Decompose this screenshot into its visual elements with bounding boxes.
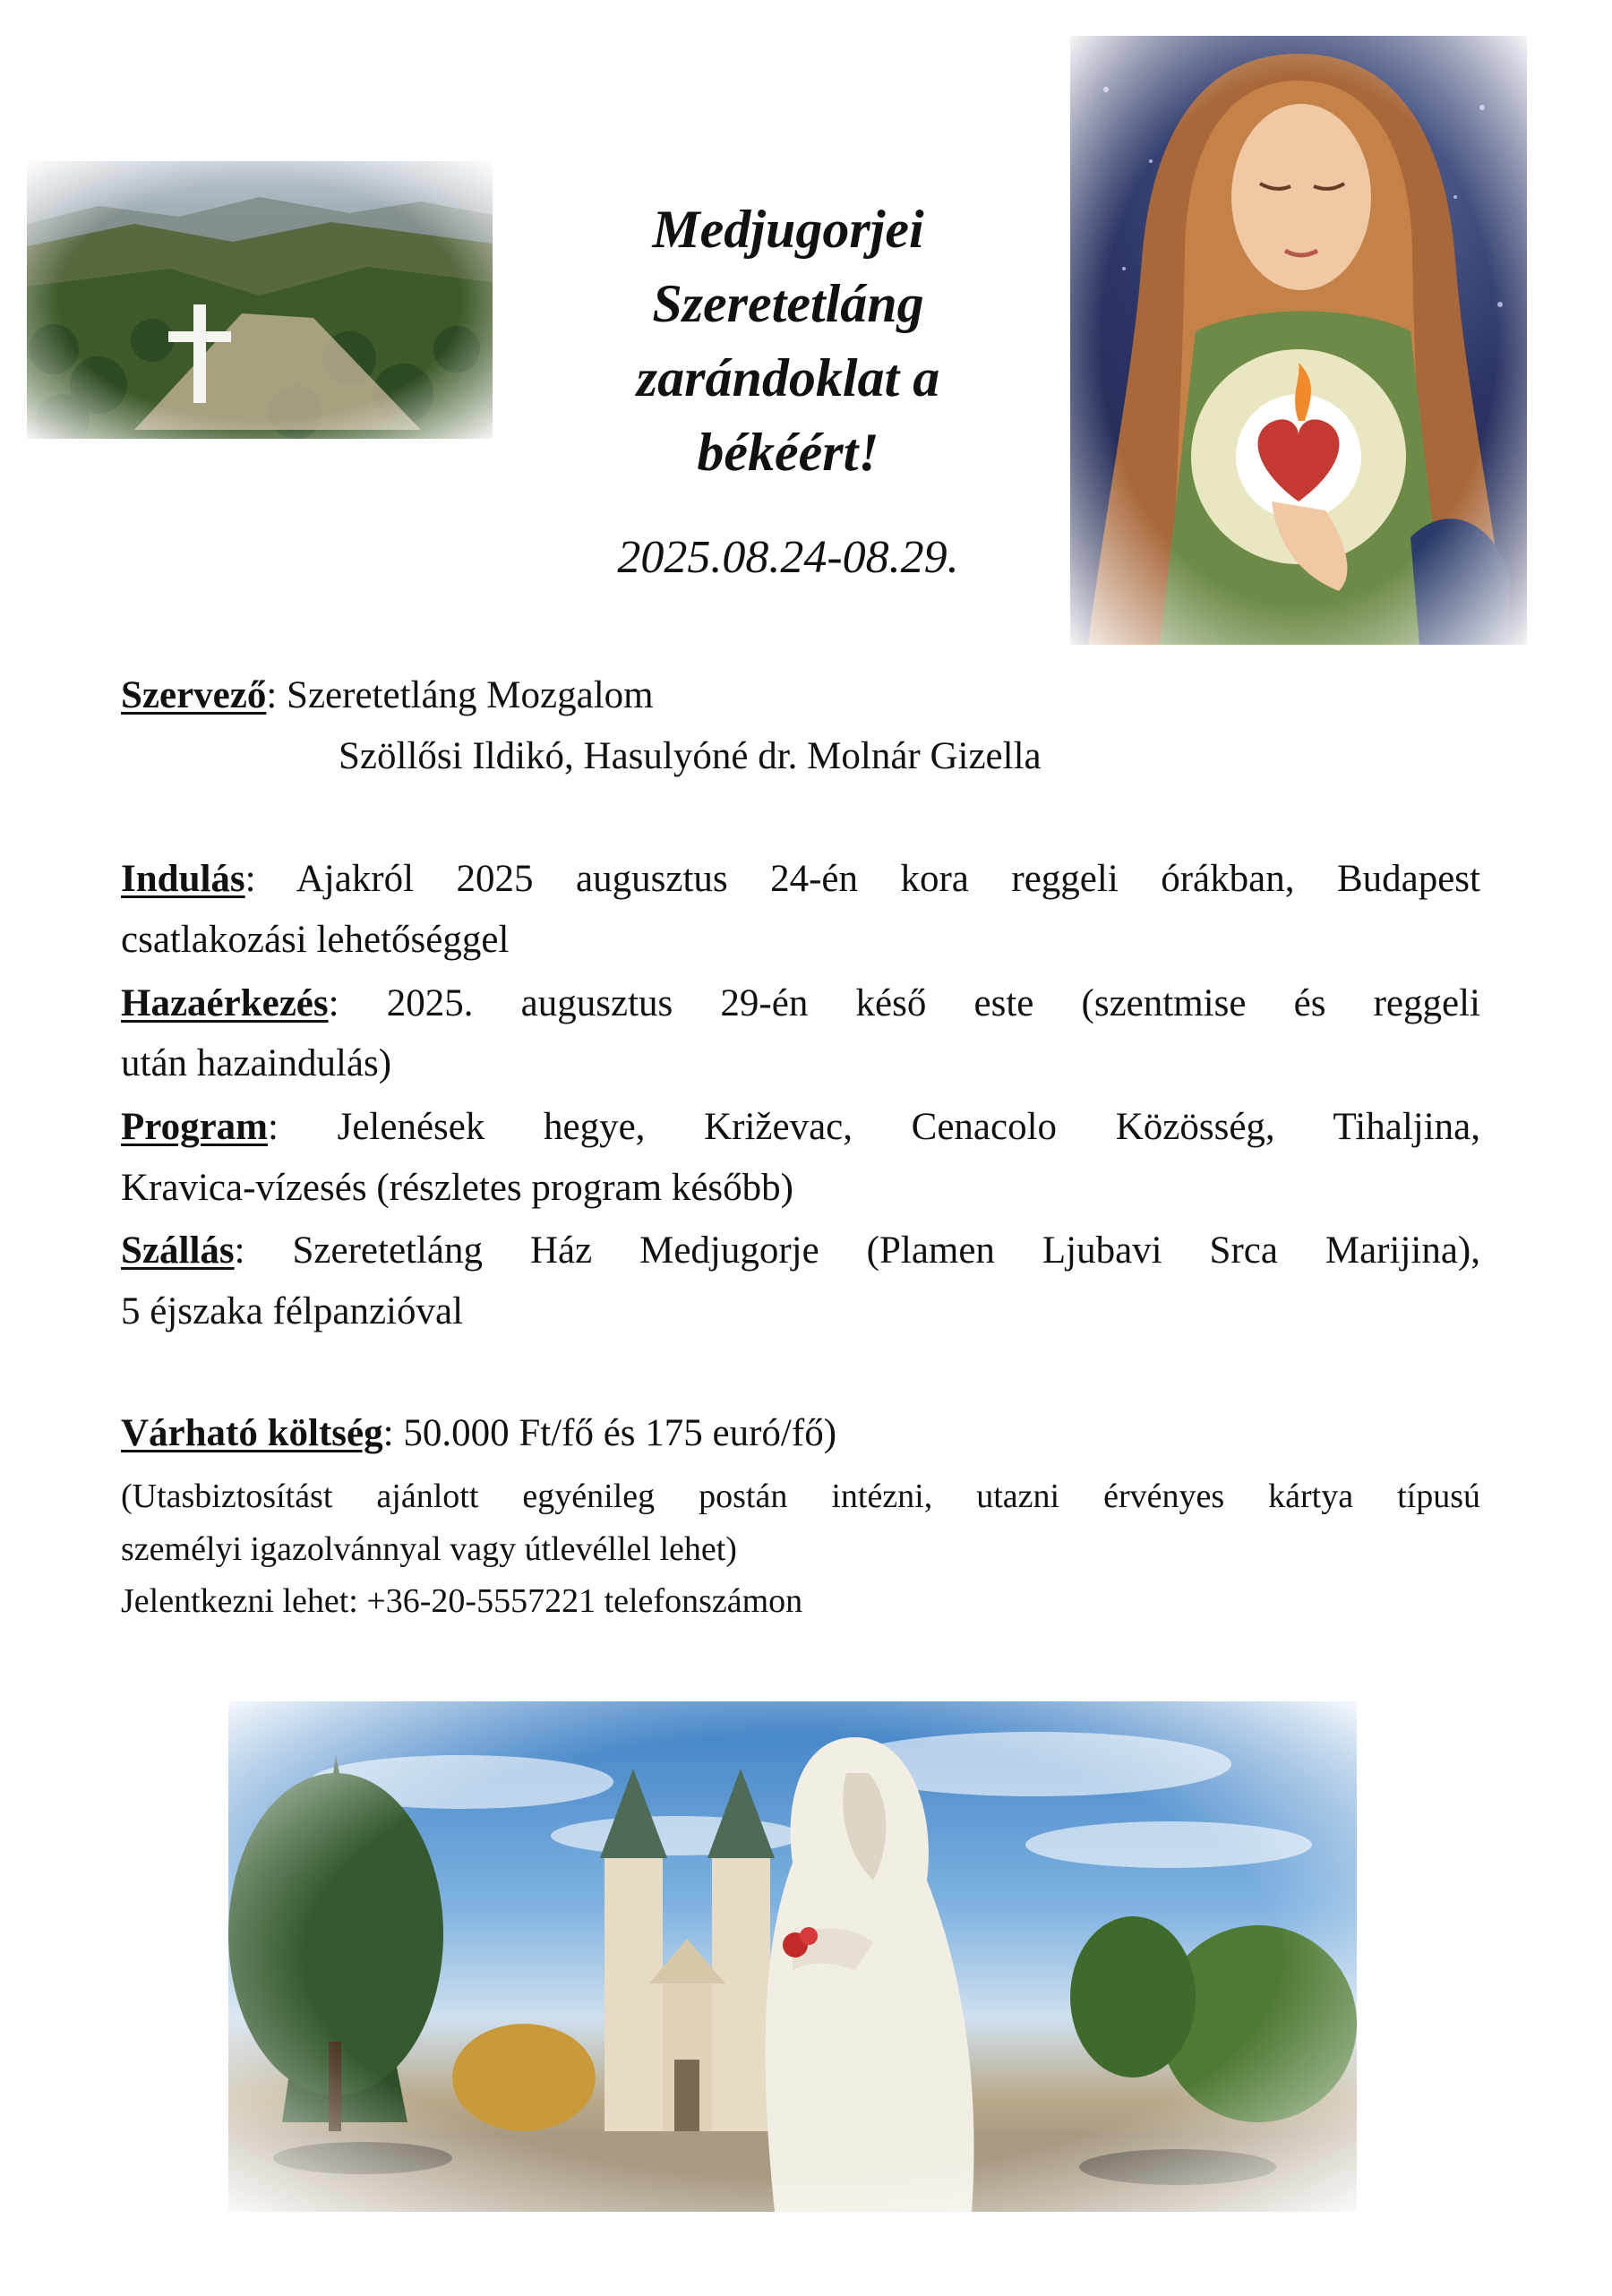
organizer-persons: Szöllősi Ildikó, Hasulyóné dr. Molnár Gizella xyxy=(339,735,1042,777)
insurance-note-2: személyi igazolvánnyal vagy útlevéllel lehet) xyxy=(121,1530,737,1568)
organizer-label: Szervező xyxy=(121,674,267,716)
program-label: Program xyxy=(121,1106,268,1148)
title-line: Szeretetláng xyxy=(652,274,924,333)
return-text: : 2025. augusztus 29-én késő este (szentmise és reggeli xyxy=(328,982,1480,1024)
return-label: Hazaérkezés xyxy=(121,982,329,1024)
program-text-2: Kravica-vízesés (részletes program később) xyxy=(121,1167,793,1209)
church-statue-illustration xyxy=(228,1701,1357,2212)
cost-line xyxy=(121,1411,836,1456)
departure-line xyxy=(121,857,1480,902)
accommodation-line xyxy=(121,1229,1480,1273)
event-dates: 2025.08.24-08.29. xyxy=(617,532,959,583)
accommodation-text-2: 5 éjszaka félpanzióval xyxy=(121,1290,464,1332)
immaculate-heart-portrait xyxy=(1070,36,1527,645)
return-text-2: után hazaindulás) xyxy=(121,1042,392,1084)
title-line: zarándoklat a xyxy=(636,348,940,407)
mary-illustration xyxy=(1070,36,1527,645)
program-text: : Jelenések hegye, Križevac, Cenacolo Közösség, Tihaljina, xyxy=(267,1106,1480,1148)
departure-text: : Ajakról 2025 augusztus 24-én kora reggeli órákban, Budapest xyxy=(244,858,1480,900)
hill-cross-photo xyxy=(27,161,493,439)
organizer-line xyxy=(121,673,654,718)
accommodation-label: Szállás xyxy=(121,1229,235,1272)
event-title xyxy=(537,193,1039,490)
registration-phone: Jelentkezni lehet: +36-20-5557221 telefonszámon xyxy=(121,1582,803,1620)
cost-label: Várható költség xyxy=(121,1412,383,1454)
insurance-note: (Utasbiztosítást ajánlott egyénileg postán intézni, utazni érvényes kártya típusú xyxy=(121,1478,1480,1515)
departure-label: Indulás xyxy=(121,858,245,900)
hill-cross-illustration xyxy=(27,161,493,439)
cost-value: : 50.000 Ft/fő és 175 euró/fő) xyxy=(382,1412,837,1454)
accommodation-text: : Szeretetláng Ház Medjugorje (Plamen Ljubavi Srca Marijina), xyxy=(234,1229,1480,1272)
title-line: békéért! xyxy=(697,423,879,482)
title-line: Medjugorjei xyxy=(652,200,924,259)
st-james-church-photo xyxy=(228,1701,1357,2212)
departure-text-2: csatlakozási lehetőséggel xyxy=(121,919,510,961)
program-line xyxy=(121,1105,1480,1150)
organizer-name: : Szeretetláng Mozgalom xyxy=(266,674,654,716)
return-line xyxy=(121,981,1480,1026)
